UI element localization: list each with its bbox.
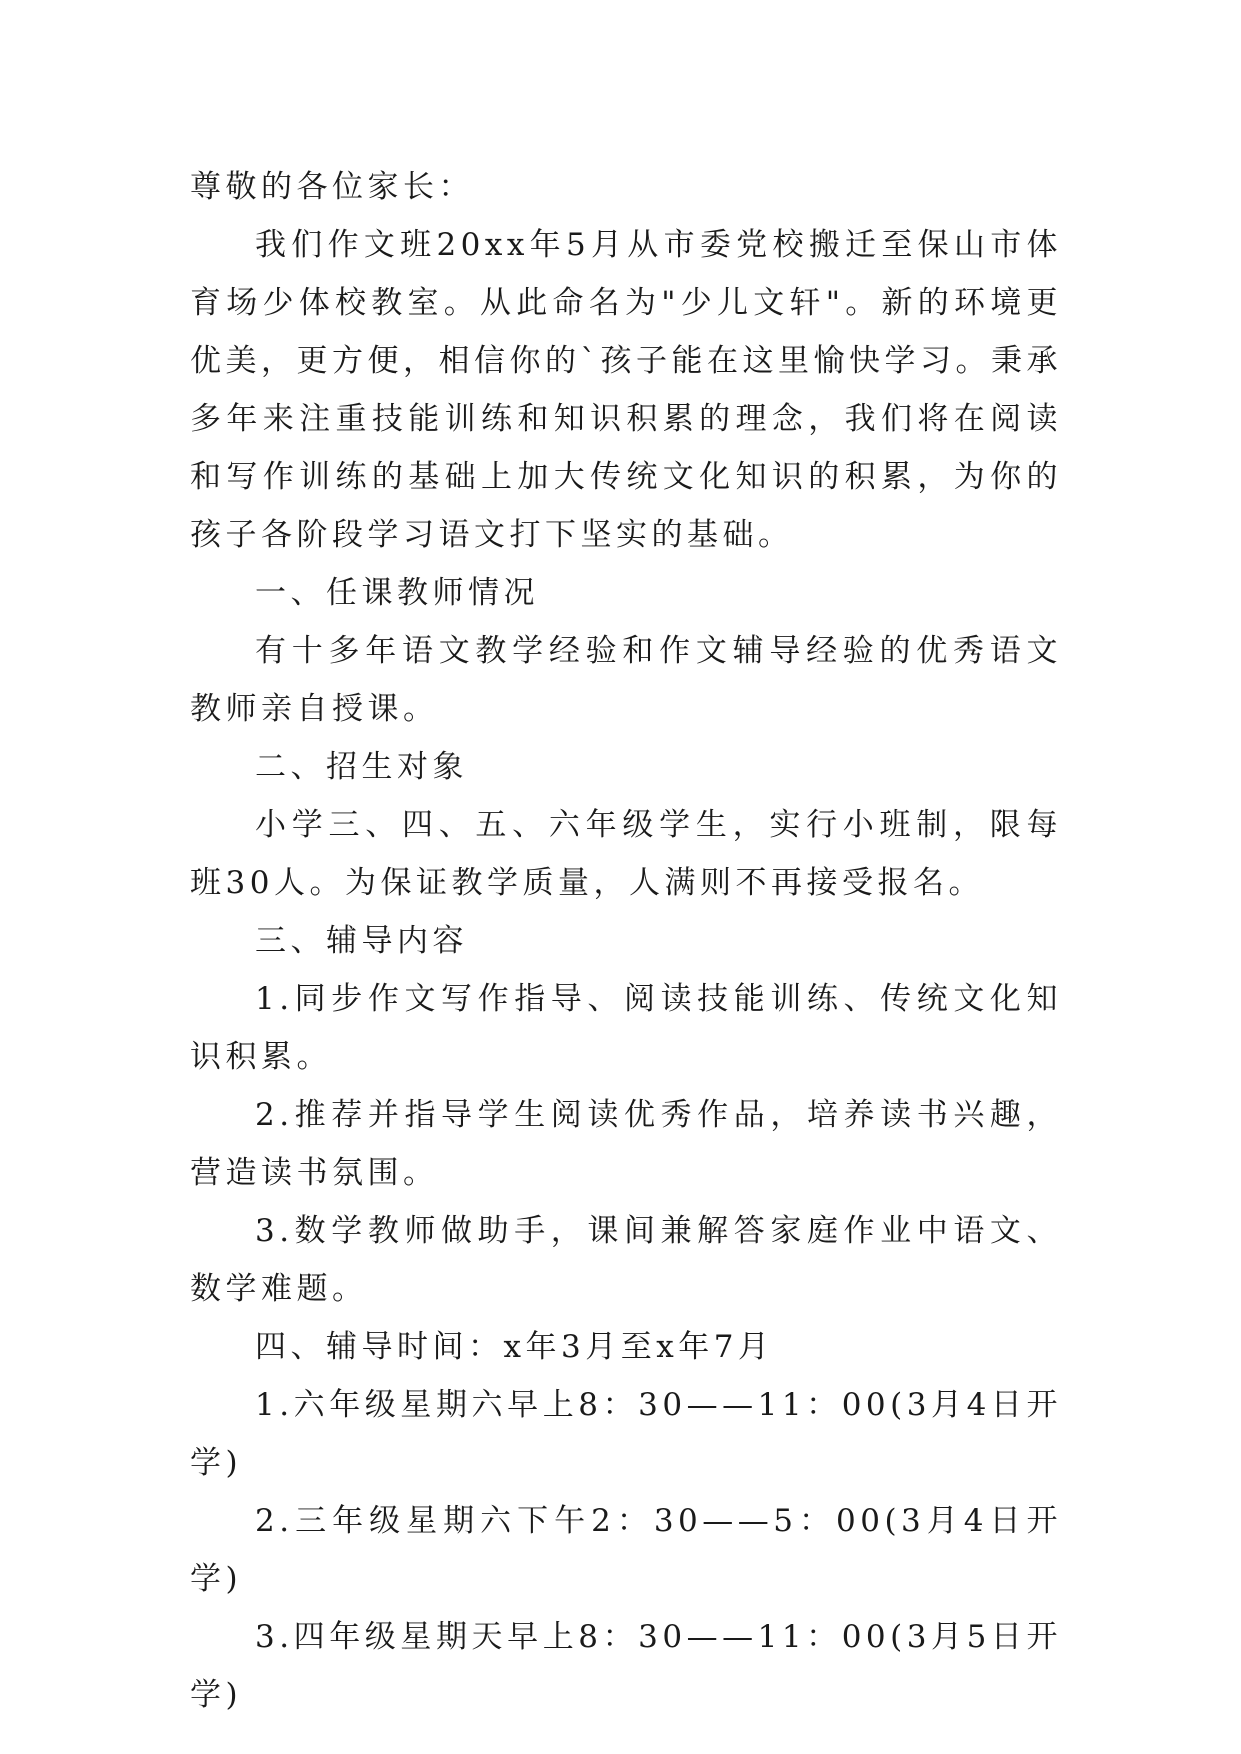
section-heading-content: 三、辅导内容 xyxy=(255,923,468,959)
section-heading-enrollment: 二、招生对象 xyxy=(255,749,468,785)
section-heading-teachers: 一、任课教师情况 xyxy=(255,575,539,611)
teachers-paragraph: 有十多年语文教学经验和作文辅导经验的优秀语文教师亲自授课。 xyxy=(190,633,1062,727)
content-item-2: 2.推荐并指导学生阅读优秀作品，培养读书兴趣，营造读书氛围。 xyxy=(190,1097,1062,1191)
enrollment-paragraph: 小学三、四、五、六年级学生，实行小班制，限每班30人。为保证教学质量，人满则不再接受报名。 xyxy=(190,807,1062,901)
section-heading-schedule: 四、辅导时间：x年3月至x年7月 xyxy=(255,1329,774,1365)
schedule-item-1: 1.六年级星期六早上8：30——11：00(3月4日开学) xyxy=(190,1387,1062,1481)
salutation: 尊敬的各位家长： xyxy=(190,169,474,205)
content-item-3: 3.数学教师做助手，课间兼解答家庭作业中语文、数学难题。 xyxy=(190,1213,1062,1307)
content-item-1: 1.同步作文写作指导、阅读技能训练、传统文化知识积累。 xyxy=(190,981,1062,1075)
intro-paragraph: 我们作文班20xx年5月从市委党校搬迁至保山市体育场少体校教室。从此命名为"少儿文轩"。新的环境更优美，更方便，相信你的`孩子能在这里愉快学习。秉承多年来注重技能训练和知识积累的理念，我们将在阅读和写作训练的基础上加大传统文化知识的积累，为你的孩子各阶段学习语文打下坚实的基础。 xyxy=(190,227,1062,553)
schedule-item-3: 3.四年级星期天早上8：30——11：00(3月5日开学) xyxy=(190,1619,1062,1713)
schedule-item-2: 2.三年级星期六下午2：30——5：00(3月4日开学) xyxy=(190,1503,1062,1597)
document-body xyxy=(190,158,1062,1724)
